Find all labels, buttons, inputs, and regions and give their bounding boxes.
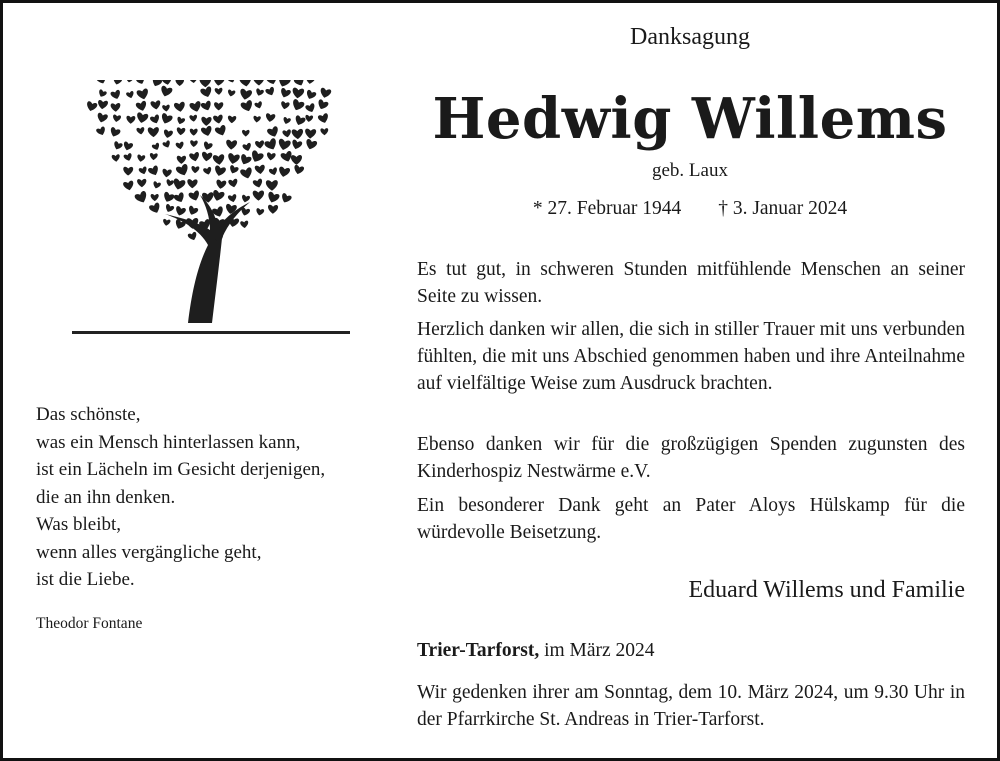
heart-leaf-icon: [304, 139, 317, 151]
heart-leaf-icon: [202, 141, 213, 151]
heart-leaf-icon: [112, 154, 121, 162]
heart-leaf-icon: [175, 80, 184, 86]
heart-leaf-icon: [189, 152, 201, 163]
heart-leaf-icon: [162, 169, 172, 178]
heart-leaf-icon: [228, 194, 238, 203]
heart-leaf-icon: [191, 166, 199, 174]
heart-leaf-icon: [228, 178, 239, 188]
heart-leaf-icon: [269, 167, 279, 176]
heart-leaf-icon: [137, 179, 147, 188]
heart-leaf-icon: [268, 205, 278, 214]
heart-leaf-icon: [316, 99, 329, 111]
ground-line: [72, 331, 350, 334]
heart-leaf-icon: [254, 164, 265, 174]
heart-leaf-icon: [123, 153, 133, 162]
heart-leaf-icon: [150, 100, 161, 110]
memorial-service-text: Wir gedenken ihrer am Sonntag, dem 10. März 2024, um 9.30 Uhr in der Pfarrkirche St. Andreas in Trier-Tarforst.: [417, 682, 965, 730]
heart-leaf-icon: [136, 80, 146, 85]
heart-leaf-icon: [136, 127, 145, 135]
heart-leaf-icon: [96, 112, 108, 123]
heart-leaf-icon: [109, 127, 121, 139]
heart-leaf-icon: [282, 129, 292, 138]
thanks-paragraph: Herzlich danken wir allen, die sich in stiller Trauer mit uns verbunden fühlten, die mit uns Abschied genommen haben und ihre Anteilnahme auf vielfältige Weise zum Ausdruck brachten.: [417, 319, 965, 394]
heart-leaf-icon: [279, 87, 291, 99]
heart-leaf-icon: [136, 88, 150, 101]
heart-leaf-icon: [112, 114, 121, 122]
heart-leaf-icon: [165, 179, 174, 187]
heart-leaf-icon: [175, 141, 184, 150]
birth-name: geb. Laux: [652, 160, 728, 181]
heart-leaf-icon: [240, 221, 249, 229]
heart-leaf-icon: [292, 87, 305, 99]
poem-author: Theodor Fontane: [36, 615, 143, 632]
heart-leaf-icon: [266, 191, 280, 204]
heart-leaf-icon: [264, 137, 279, 151]
heart-leaf-icon: [174, 101, 186, 112]
heart-leaf-icon: [320, 128, 328, 135]
heart-leaf-icon: [266, 126, 280, 139]
heart-leaf-icon: [282, 117, 291, 125]
heart-leaf-icon: [294, 115, 307, 127]
heart-leaf-icon: [319, 87, 332, 99]
heart-leaf-icon: [200, 86, 214, 99]
heart-leaf-icon: [226, 140, 238, 150]
heart-leaf-icon: [138, 166, 148, 175]
heart-leaf-icon: [162, 104, 170, 111]
heart-leaf-icon: [254, 101, 263, 110]
heart-tree-icon: [60, 80, 360, 350]
ad-title: Danksagung: [630, 24, 750, 50]
heart-leaf-icon: [291, 139, 303, 150]
heart-leaf-icon: [228, 115, 237, 123]
heart-leaf-icon: [305, 89, 317, 100]
family-signature: Eduard Willems und Familie: [688, 577, 965, 603]
heart-leaf-icon: [291, 155, 302, 165]
heart-leaf-icon: [188, 80, 198, 84]
heart-leaf-icon: [215, 88, 223, 96]
heart-leaf-icon: [305, 80, 315, 85]
place-date-text: im März 2024: [539, 640, 655, 661]
heart-leaf-icon: [240, 167, 254, 180]
poem-line: was ein Mensch hinterlassen kann,: [36, 431, 301, 453]
heart-leaf-icon: [253, 190, 265, 200]
heart-leaf-icon: [200, 125, 213, 137]
heart-leaf-icon: [148, 127, 160, 137]
heart-leaf-icon: [126, 91, 135, 100]
heart-leaf-icon: [134, 190, 149, 204]
heart-leaf-icon: [240, 100, 254, 114]
heart-leaf-icon: [152, 181, 161, 190]
heart-leaf-icon: [162, 219, 170, 227]
heart-leaf-icon: [190, 129, 198, 136]
donations-paragraph: Ebenso danken wir für die großzügigen Spenden zugunsten des Kinderhospiz Nestwärme e.V.: [417, 434, 965, 482]
heart-leaf-icon: [305, 128, 317, 139]
heart-leaf-icon: [176, 116, 186, 125]
heart-leaf-icon: [177, 156, 186, 164]
poem-line: wenn alles vergängliche geht,: [36, 541, 262, 563]
priest-paragraph: Ein besonderer Dank geht an Pater Aloys Hülskamp für die würdevolle Beisetzung.: [417, 495, 965, 543]
heart-leaf-icon: [253, 116, 261, 123]
heart-leaf-icon: [172, 178, 186, 191]
place-city: Trier-Tarforst,: [417, 640, 540, 661]
heart-leaf-icon: [189, 115, 197, 123]
heart-leaf-icon: [214, 102, 223, 110]
heart-leaf-icon: [111, 103, 121, 112]
heart-leaf-icon: [147, 165, 160, 177]
heart-leaf-icon: [213, 114, 224, 124]
poem-line: die an ihn denken.: [36, 486, 176, 508]
heart-leaf-icon: [150, 153, 158, 160]
heart-leaf-icon: [97, 100, 108, 110]
heart-leaf-icon: [203, 166, 213, 175]
heart-leaf-icon: [188, 190, 201, 202]
heart-leaf-icon: [213, 80, 225, 86]
heart-leaf-icon: [163, 129, 174, 139]
heart-leaf-icon: [305, 115, 313, 123]
heart-leaf-icon: [255, 140, 265, 149]
heart-leaf-icon: [200, 100, 213, 112]
heart-leaf-icon: [305, 103, 317, 114]
place-date: [417, 640, 655, 662]
heart-leaf-icon: [189, 101, 203, 114]
heart-leaf-icon: [96, 80, 108, 85]
heart-leaf-icon: [112, 80, 122, 86]
life-dates: [390, 198, 990, 220]
thanks-paragraph: Es tut gut, in schweren Stunden mitfühlende Menschen an seiner Seite zu wissen.: [417, 259, 965, 307]
heart-leaf-icon: [265, 80, 278, 86]
heart-leaf-icon: [164, 203, 175, 213]
heart-leaf-icon: [187, 179, 198, 188]
heart-leaf-icon: [136, 112, 149, 124]
heart-leaf-icon: [278, 166, 291, 178]
heart-leaf-icon: [96, 126, 107, 137]
heart-leaf-icon: [199, 80, 211, 87]
heart-leaf-icon: [265, 86, 276, 97]
heart-leaf-icon: [148, 202, 161, 215]
heart-leaf-icon: [201, 152, 213, 162]
poem-line: Was bleibt,: [36, 514, 122, 535]
heart-leaf-icon: [227, 89, 236, 97]
heart-leaf-icon: [135, 100, 148, 112]
heart-leaf-icon: [187, 231, 198, 241]
heart-leaf-icon: [292, 129, 304, 140]
heart-leaf-icon: [175, 163, 190, 177]
heart-leaf-icon: [253, 80, 265, 86]
heart-leaf-icon: [317, 113, 329, 125]
heart-leaf-icon: [266, 152, 276, 161]
poem-line: ist die Liebe.: [36, 569, 135, 590]
heart-leaf-icon: [214, 124, 228, 137]
heart-leaf-icon: [161, 80, 173, 86]
heart-leaf-icon: [159, 85, 173, 98]
heart-leaf-icon: [112, 141, 123, 151]
heart-leaf-icon: [123, 167, 133, 176]
heart-leaf-icon: [150, 114, 161, 125]
heart-leaf-icon: [293, 80, 306, 87]
heart-leaf-icon: [215, 179, 226, 189]
heart-leaf-icon: [174, 206, 186, 217]
heart-leaf-icon: [123, 180, 135, 191]
heart-leaf-icon: [211, 189, 225, 202]
heart-leaf-icon: [291, 99, 305, 113]
heart-leaf-icon: [227, 153, 240, 165]
heart-leaf-icon: [137, 154, 146, 162]
heart-leaf-icon: [151, 80, 163, 88]
heart-leaf-icon: [125, 80, 135, 83]
heart-leaf-icon: [176, 127, 185, 135]
heart-leaf-icon: [277, 138, 291, 151]
heart-leaf-icon: [242, 143, 252, 152]
heart-leaf-icon: [110, 89, 122, 100]
heart-leaf-icon: [190, 140, 198, 147]
heart-leaf-icon: [85, 101, 97, 113]
poem-line: Das schönste,: [36, 404, 141, 425]
heart-leaf-icon: [162, 140, 171, 149]
birth-date: * 27. Februar 1944: [532, 198, 682, 219]
poem: [36, 401, 396, 594]
heart-leaf-icon: [242, 130, 250, 137]
heart-leaf-icon: [239, 153, 253, 166]
heart-leaf-icon: [239, 88, 252, 100]
heart-leaf-icon: [280, 101, 290, 110]
heart-leaf-icon: [126, 116, 135, 124]
heart-leaf-icon: [265, 113, 276, 123]
heart-leaf-icon: [151, 194, 159, 201]
heart-leaf-icon: [266, 180, 278, 191]
heart-leaf-icon: [173, 192, 186, 204]
heart-leaf-icon: [255, 88, 265, 97]
poem-line: ist ein Lächeln im Gesicht derjenigen,: [36, 459, 326, 480]
heart-leaf-icon: [97, 89, 107, 99]
heart-leaf-icon: [122, 141, 133, 151]
heart-leaf-icon: [252, 178, 263, 189]
death-date: † 3. Januar 2024: [718, 198, 848, 219]
heart-leaf-icon: [276, 80, 291, 89]
heart-leaf-icon: [162, 191, 175, 203]
heart-leaf-icon: [160, 113, 174, 126]
heart-leaf-icon: [213, 154, 226, 165]
heart-leaf-icon: [213, 165, 226, 177]
deceased-name: Hedwig Willems: [432, 86, 948, 152]
heart-leaf-icon: [241, 194, 250, 203]
heart-leaf-icon: [255, 208, 264, 216]
heart-leaf-icon: [187, 205, 199, 216]
heart-leaf-icon: [239, 80, 252, 87]
heart-leaf-icon: [227, 80, 237, 84]
heart-leaf-icon: [151, 142, 160, 151]
heart-leaf-icon: [293, 165, 305, 176]
heart-leaf-icon: [249, 150, 264, 164]
heart-leaf-icon: [201, 117, 212, 126]
heart-leaf-icon: [280, 193, 292, 205]
heart-leaf-icon: [228, 165, 239, 175]
